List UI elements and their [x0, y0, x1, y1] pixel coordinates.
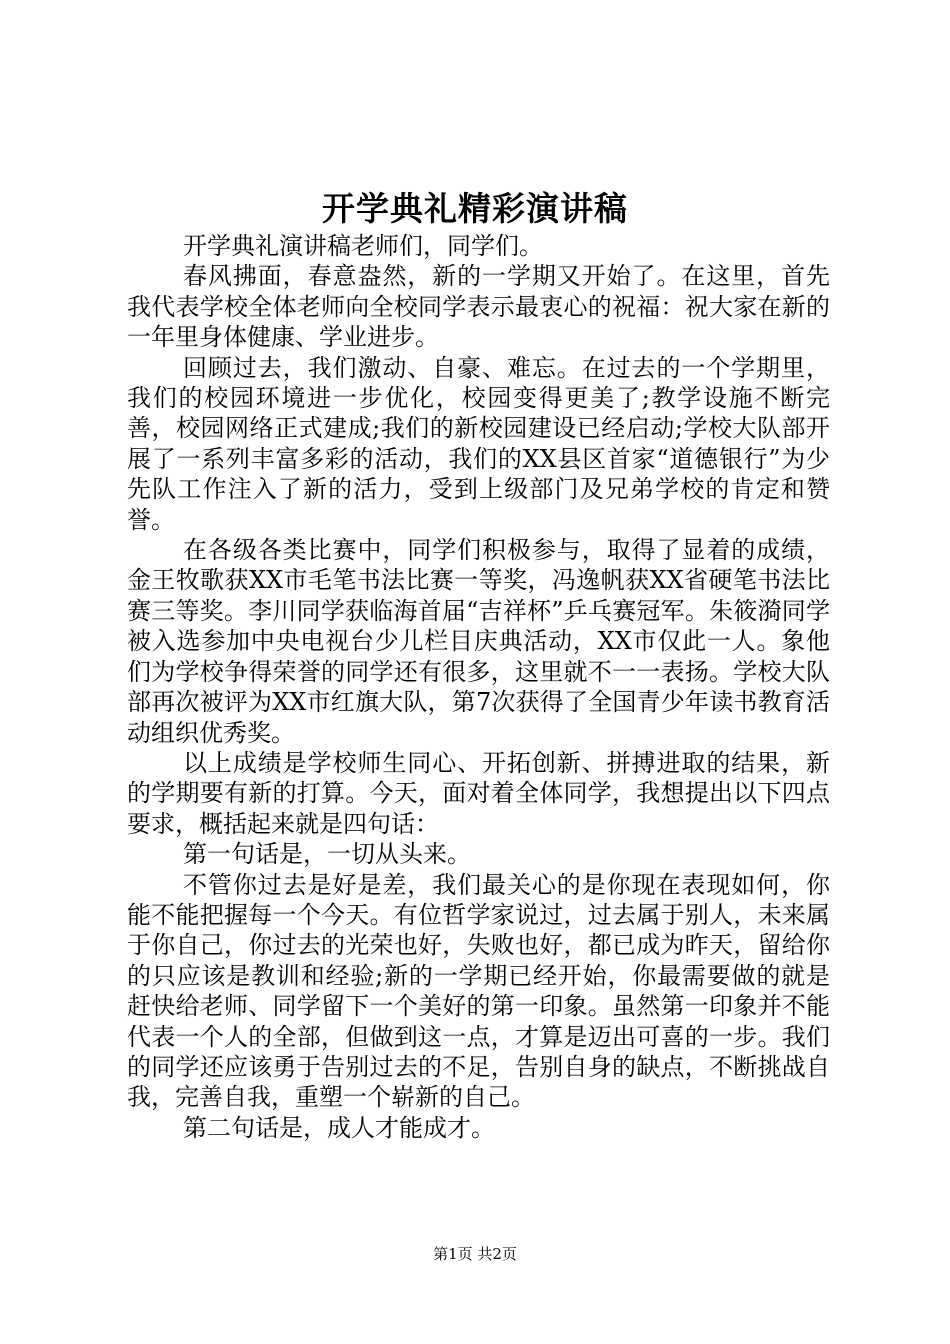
- paragraph: 在各级各类比赛中，同学们积极参与，取得了显着的成绩，金王牧歌获XX市毛笔书法比赛一等奖，冯逸帆获XX省硬笔书法比赛三等奖。李川同学获临海首届“吉祥杯”乒乓赛冠军。朱筱漪同学被入选参加中央电视台少儿栏目庆典活动，XX市仅此一人。象他们为学校争得荣誉的同学还有很多，这里就不一一表扬。学校大队部再次被评为XX市红旗大队，第7次获得了全国青少年读书教育活动组织优秀奖。: [127, 536, 830, 747]
- paragraph: 以上成绩是学校师生同心、开拓创新、拼搏进取的结果，新的学期要有新的打算。今天，面对着全体同学，我想提出以下四点要求，概括起来就是四句话：: [127, 748, 830, 838]
- paragraph: 不管你过去是好是差，我们最关心的是你现在表现如何，你能不能把握每一个今天。有位哲学家说过，过去属于别人，未来属于你自己，你过去的光荣也好，失败也好，都已成为昨天，留给你的只应该是教训和经验;新的一学期已经开始，你最需要做的就是赶快给老师、同学留下一个美好的第一印象。虽然第一印象并不能代表一个人的全部，但做到这一点，才算是迈出可喜的一步。我们的同学还应该勇于告别过去的不足，告别自身的缺点，不断挑战自我，完善自我，重塑一个崭新的自己。: [127, 870, 830, 1112]
- paragraph: 第二句话是，成人才能成才。: [183, 1113, 495, 1142]
- paragraph: 回顾过去，我们激动、自豪、难忘。在过去的一个学期里，我们的校园环境进一步优化，校园变得更美了;教学设施不断完善，校园网络正式建成;我们的新校园建设已经启动;学校大队部开展了一系列丰富多彩的活动，我们的XX县区首家“道德银行”为少先队工作注入了新的活力，受到上级部门及兄弟学校的肯定和赞誉。: [127, 353, 830, 534]
- paragraph: 第一句话是，一切从头来。: [183, 840, 471, 869]
- paragraph: 开学典礼演讲稿老师们，同学们。: [183, 232, 543, 260]
- document-body: [127, 231, 830, 1143]
- page-number-footer: 第1页 共2页: [433, 1245, 517, 1263]
- document-title: 开学典礼精彩演讲稿: [322, 189, 628, 228]
- paragraph: 春风拂面，春意盎然，新的一学期又开始了。在这里，首先我代表学校全体老师向全校同学表示最衷心的祝福：祝大家在新的一年里身体健康、学业进步。: [127, 262, 830, 352]
